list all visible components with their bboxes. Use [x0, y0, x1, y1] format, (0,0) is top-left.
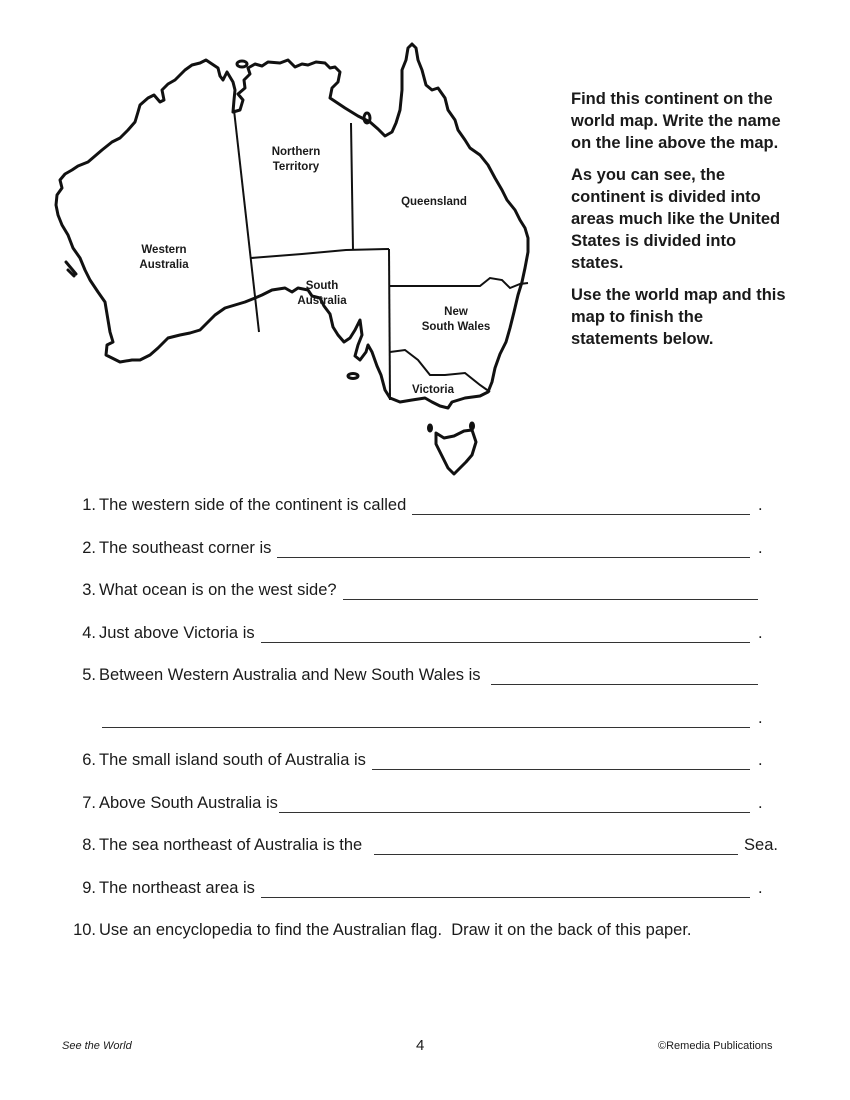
question-8	[68, 836, 778, 879]
bass-strait-island-east	[471, 423, 474, 429]
border-nt-qld	[351, 123, 353, 250]
question-end: .	[758, 496, 763, 514]
label-queensland: Queensland	[401, 196, 467, 208]
groote-eylandt	[364, 113, 370, 123]
australia-map-outline	[40, 30, 560, 490]
answer-blank[interactable]	[343, 581, 758, 600]
melville-island	[237, 61, 247, 67]
question-5-continuation	[68, 709, 778, 752]
label-south-australia: South Australia	[297, 280, 347, 307]
question-text: The western side of the continent is called	[99, 496, 407, 514]
question-end: .	[758, 708, 763, 727]
map-labels	[139, 146, 490, 396]
question-text: The sea northeast of Australia is the	[99, 836, 363, 854]
answer-blank[interactable]	[277, 539, 750, 558]
bass-strait-island-west	[429, 425, 432, 431]
question-1	[68, 496, 778, 539]
question-2	[68, 539, 778, 582]
question-number: 1.	[82, 496, 96, 514]
mainland-coastline	[56, 44, 528, 408]
question-6	[68, 751, 778, 794]
border-nt-sa	[251, 249, 389, 258]
question-text: Use an encyclopedia to find the Australian flag. Draw it on the back of this paper.	[99, 921, 692, 939]
question-text: What ocean is on the west side?	[99, 581, 337, 599]
question-9	[68, 879, 778, 922]
answer-blank[interactable]	[279, 794, 750, 813]
label-victoria: Victoria	[412, 384, 454, 396]
question-end: .	[758, 751, 763, 769]
instruction-3: Use the world map and this map to finish the statements below.	[571, 286, 786, 348]
question-number: 6.	[82, 751, 96, 769]
question-end: .	[758, 793, 763, 812]
question-text: The southeast corner is	[99, 538, 272, 557]
question-end: .	[758, 538, 763, 557]
question-text: The northeast area is	[99, 878, 255, 897]
question-end: Sea.	[744, 836, 778, 854]
question-number: 10.	[73, 921, 96, 939]
answer-blank[interactable]	[374, 836, 738, 855]
question-text: The small island south of Australia is	[99, 751, 366, 769]
question-3	[68, 581, 778, 624]
question-end: .	[758, 878, 763, 897]
tasmania-coastline	[436, 430, 476, 474]
answer-blank[interactable]	[412, 496, 750, 515]
question-number: 4.	[82, 623, 96, 642]
question-number: 2.	[82, 538, 96, 557]
label-western-australia: Western Australia	[139, 244, 189, 271]
border-sa-east	[389, 249, 390, 400]
question-7	[68, 794, 778, 837]
label-new-south-wales: New South Wales	[421, 306, 491, 333]
question-end: .	[758, 623, 763, 642]
answer-blank[interactable]	[491, 666, 758, 685]
question-number: 3.	[82, 581, 96, 599]
footer-copyright: ©Remedia Publications	[658, 1040, 773, 1052]
answer-blank[interactable]	[372, 751, 750, 770]
kangaroo-island	[348, 374, 358, 379]
question-text: Between Western Australia and New South Wales is	[99, 666, 481, 684]
instruction-2: As you can see, the continent is divided into areas much like the United States is divided into states.	[571, 166, 781, 272]
answer-blank[interactable]	[102, 709, 750, 728]
question-text: Just above Victoria is	[99, 623, 255, 642]
border-wa-nt-sa	[234, 110, 259, 332]
border-qld-nsw	[389, 278, 528, 288]
question-10	[68, 921, 778, 964]
questions-list	[68, 496, 778, 964]
question-5	[68, 666, 778, 709]
question-4	[68, 624, 778, 667]
answer-blank[interactable]	[261, 624, 750, 643]
australia-map	[40, 30, 560, 490]
question-number: 7.	[82, 793, 96, 812]
question-number: 9.	[82, 878, 96, 897]
shark-bay	[66, 262, 76, 276]
label-northern-territory: Northern Territory	[271, 146, 321, 173]
instructions	[571, 88, 791, 360]
question-number: 8.	[82, 836, 96, 854]
question-text: Above South Australia is	[99, 793, 278, 812]
instruction-1: Find this continent on the world map. Write the name on the line above the map.	[571, 90, 781, 152]
page-number: 4	[416, 1037, 425, 1054]
footer-book-title: See the World	[62, 1040, 132, 1052]
question-number: 5.	[82, 666, 96, 684]
answer-blank[interactable]	[261, 879, 750, 898]
